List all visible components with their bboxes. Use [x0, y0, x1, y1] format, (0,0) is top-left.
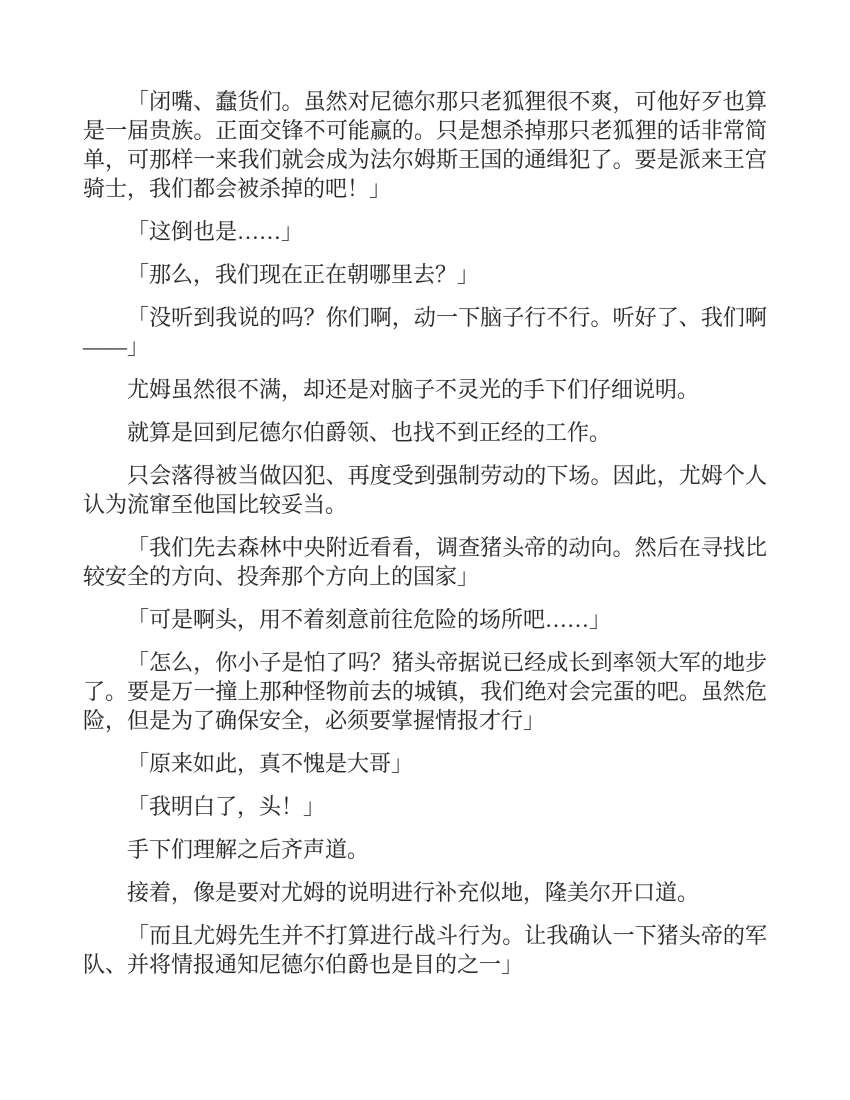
paragraph: 「那么，我们现在正在朝哪里去？」: [127, 262, 480, 287]
paragraph: 「而且尤姆先生并不打算进行战斗行为。让我确认一下猪头帝的军队、并将情报通知尼德尔伯爵也是目的之一」: [83, 923, 767, 977]
paragraph: 「我们先去森林中央附近看看，调查猪头帝的动向。然后在寻找比较安全的方向、投奔那个方向上的国家」: [83, 535, 767, 589]
paragraph: 尤姆虽然很不满，却还是对脑子不灵光的手下们仔细说明。: [127, 377, 700, 402]
paragraph: 手下们理解之后齐声道。: [127, 837, 370, 862]
paragraph: 只会落得被当做囚犯、再度受到强制劳动的下场。因此，尤姆个人认为流窜至他国比较妥当。: [83, 463, 767, 517]
paragraph: 「这倒也是……」: [127, 219, 304, 244]
paragraph: 「闭嘴、蠢货们。虽然对尼德尔那只老狐狸很不爽，可他好歹也算是一届贵族。正面交锋不可能赢的。只是想杀掉那只老狐狸的话非常简单，可那样一来我们就会成为法尔姆斯王国的通缉犯了。要是派来王宫骑士，我们都会被杀掉的吧！」: [83, 89, 767, 201]
paragraph: 就算是回到尼德尔伯爵领、也找不到正经的工作。: [127, 420, 612, 445]
paragraph: 「怎么，你小子是怕了吗？猪头帝据说已经成长到率领大军的地步了。要是万一撞上那种怪物前去的城镇，我们绝对会完蛋的吧。虽然危险，但是为了确保安全，必须要掌握情报才行」: [83, 650, 767, 733]
novel-page-content: [83, 87, 767, 993]
paragraph: 「没听到我说的吗？你们啊，动一下脑子行不行。听好了、我们啊——」: [83, 305, 767, 359]
paragraph: 接着，像是要对尤姆的说明进行补充似地，隆美尔开口道。: [127, 880, 700, 905]
paragraph: 「原来如此，真不愧是大哥」: [127, 751, 414, 776]
paragraph: 「可是啊头，用不着刻意前往危险的场所吧……」: [127, 607, 612, 632]
paragraph: 「我明白了，头！」: [127, 794, 326, 819]
